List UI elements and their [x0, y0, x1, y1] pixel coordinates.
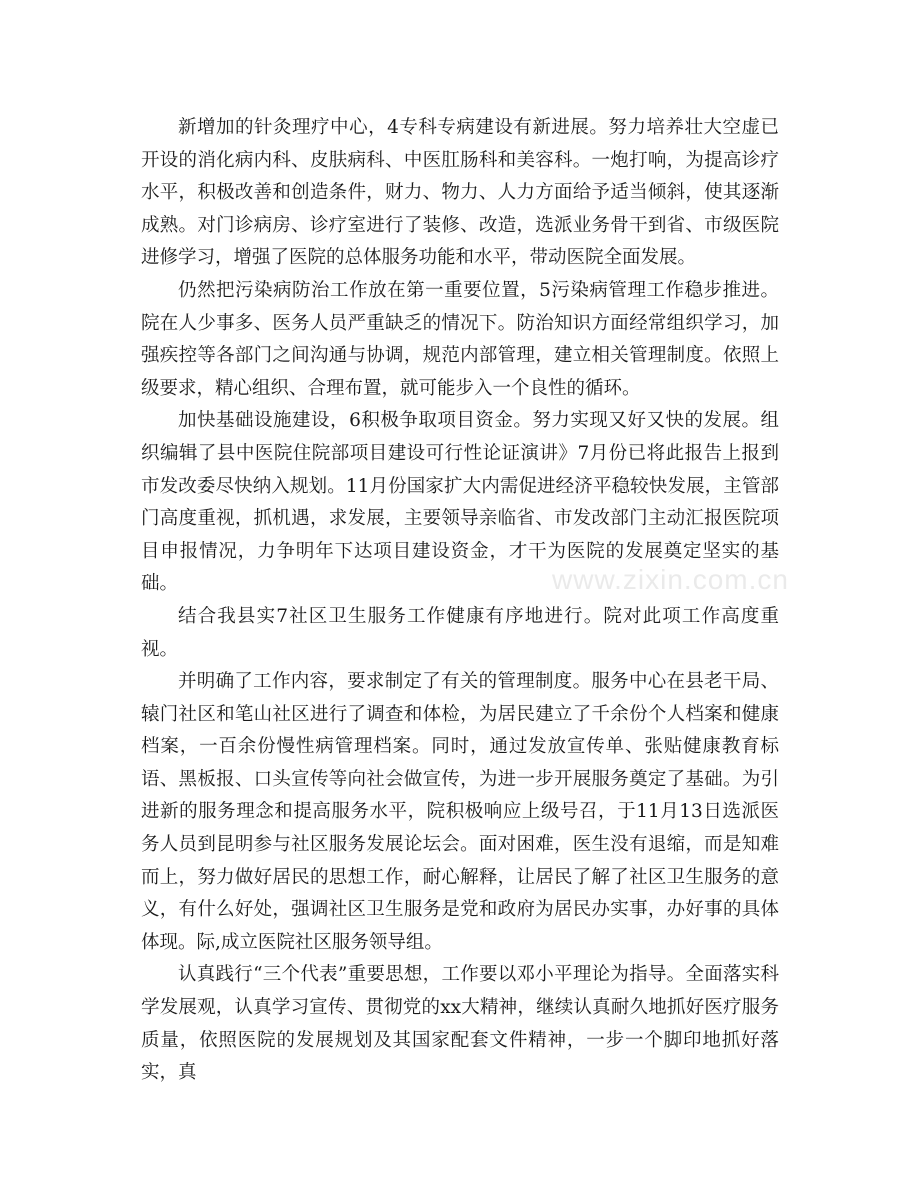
- paragraph-community-health: 结合我县实7社区卫生服务工作健康有序地进行。院对此项工作高度重视。: [141, 605, 779, 660]
- paragraph-infrastructure: 加快基础设施建设，6积极争取项目资金。努力实现又好又快的发展。组织编辑了县中医院住院部项目建设可行性论证演讲》7月份已将此报告上报到市发改委尽快纳入规划。11月份国家扩大内需促进经济平稳较快发展，主管部门高度重视，抓机遇，求发展，主要领导亲临省、市发改部门主动汇报医院项目申报情况，力争明年下达项目建设资金，才干为医院的发展奠定坚实的基础。: [141, 410, 779, 595]
- paragraph-community-work-details: 并明确了工作内容，要求制定了有关的管理制度。服务中心在县老干局、辕门社区和笔山社区进行了调查和体检，为居民建立了千余份个人档案和健康档案，一百余份慢性病管理档案。同时，通过发放宣传单、张贴健康教育标语、黑板报、口头宣传等向社会做宣传，为进一步开展服务奠定了基础。为引进新的服务理念和提高服务水平，院积极响应上级号召，于11月13日选派医务人员到昆明参与社区服务发展论坛会。面对困难，医生没有退缩，而是知难而上，努力做好居民的思想工作，耐心解释，让居民了解了社区卫生服务的意义，有什么好处，强调社区卫生服务是党和政府为居民办实事，办好事的具体体现。际,成立医院社区服务领导组。: [141, 671, 779, 953]
- paragraph-acupuncture-center: 新增加的针灸理疗中心，4专科专病建设有新进展。努力培养壮大空虚已开设的消化病内科、皮肤病科、中医肛肠科和美容科。一炮打响，为提高诊疗水平，积极改善和创造条件，财力、物力、人力方面给予适当倾斜，使其逐渐成熟。对门诊病房、诊疗室进行了装修、改造，选派业务骨干到省、市级医院进修学习，增强了医院的总体服务功能和水平，带动医院全面发展。: [141, 117, 779, 269]
- document-body: [141, 112, 779, 1090]
- watermark-text: www.zixin.com.cn: [552, 564, 789, 595]
- paragraph-infectious-disease: 仍然把污染病防治工作放在第一重要位置，5污染病管理工作稳步推进。院在人少事多、医务人员严重缺乏的情况下。防治知识方面经常组织学习，加强疾控等各部门之间沟通与协调，规范内部管理，建立相关管理制度。依照上级要求，精心组织、合理布置，就可能步入一个良性的循环。: [141, 279, 779, 399]
- paragraph-three-represents: 认真践行“三个代表”重要思想，工作要以邓小平理论为指导。全面落实科学发展观，认真学习宣传、贯彻党的xx大精神，继续认真耐久地抓好医疗服务质量，依照医院的发展规划及其国家配套文件精神，一步一个脚印地抓好落实，真: [141, 964, 779, 1084]
